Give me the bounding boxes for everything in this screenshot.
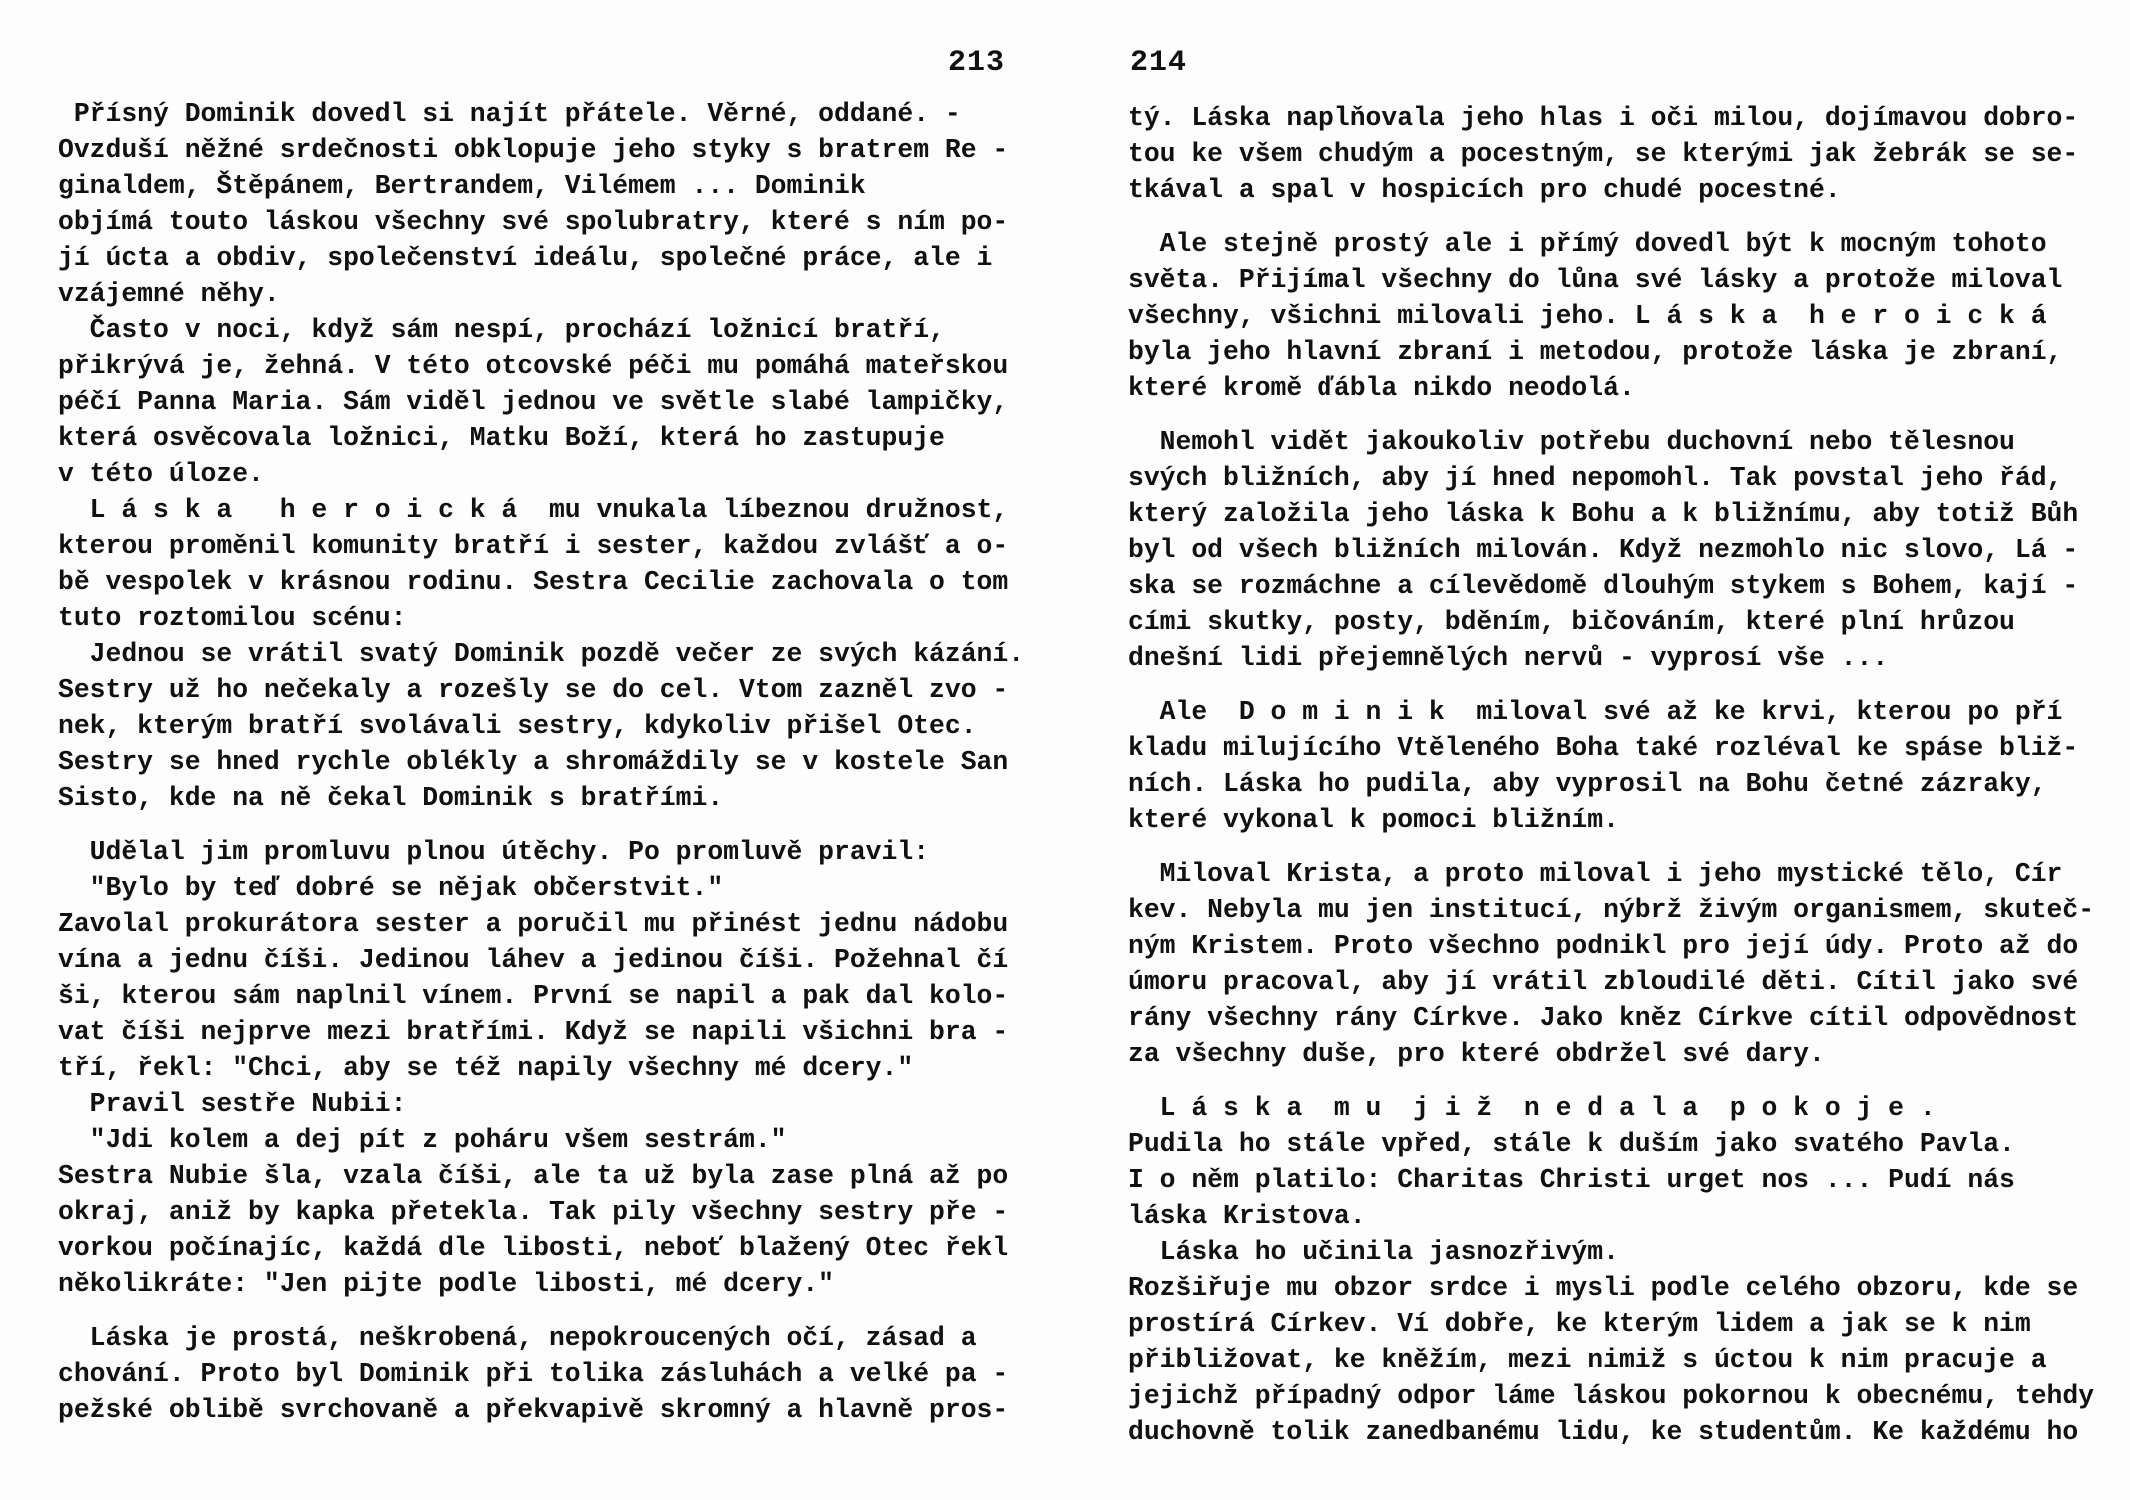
text-line: tuto roztomilou scénu: <box>58 603 407 633</box>
text-line: svých bližních, aby jí hned nepomohl. Tak povstal jeho řád, <box>1128 463 2063 493</box>
text-line: I o něm platilo: Charitas Christi urget nos ... Pudí nás <box>1128 1165 2015 1195</box>
text-line: několikráte: "Jen pijte podle libosti, mé dcery." <box>58 1269 835 1299</box>
text-line: tkával a spal v hospicích pro chudé pocestné. <box>1128 175 1841 205</box>
text-line: kladu milujícího Vtěleného Boha také rozléval ke spáse bliž- <box>1128 733 2079 763</box>
text-line: vzájemné něhy. <box>58 279 280 309</box>
text-line: Ale D o m i n i k miloval své až ke krvi, kterou po pří <box>1128 697 2063 727</box>
text-line: Zavolal prokurátora sester a poručil mu přinést jednu nádobu <box>58 909 1009 939</box>
text-line: Láska je prostá, neškrobená, nepokroucených očí, zásad a <box>58 1323 977 1353</box>
text-line: dnešní lidi přejemnělých nervů - vyprosí vše ... <box>1128 643 1889 673</box>
text-line: Pravil sestře Nubii: <box>58 1089 407 1119</box>
text-line: byl od všech bližních milován. Když nezmohlo nic slovo, Lá - <box>1128 535 2079 565</box>
text-line: ních. Láska ho pudila, aby vyprosil na Bohu četné zázraky, <box>1128 769 2047 799</box>
paragraph <box>58 96 1040 312</box>
text-line: rány všechny rány Církve. Jako kněz Církve cítil odpovědnost <box>1128 1003 2079 1033</box>
text-line: Přísný Dominik dovedl si najít přátele. Věrné, oddané. - <box>58 99 961 129</box>
text-line: světa. Přijímal všechny do lůna své lásky a protože miloval <box>1128 265 2063 295</box>
paragraph <box>58 312 1040 492</box>
text-line: Miloval Krista, a proto miloval i jeho mystické tělo, Cír <box>1128 859 2063 889</box>
paragraph <box>1128 424 2100 676</box>
text-line: v této úloze. <box>58 459 264 489</box>
text-line: přibližovat, ke kněžím, mezi nimiž s úctou k nim pracuje a <box>1128 1345 2047 1375</box>
text-line: Pudila ho stále vpřed, stále k duším jako svatého Pavla. <box>1128 1129 2015 1159</box>
page-text <box>1128 100 2100 1450</box>
text-line: prostírá Církev. Ví dobře, ke kterým lidem a jak se k nim <box>1128 1309 2031 1339</box>
text-line: Sisto, kde na ně čekal Dominik s bratřími. <box>58 783 724 813</box>
text-line: Jednou se vrátil svatý Dominik pozdě večer ze svých kázání. <box>58 639 1025 669</box>
right-page <box>1120 0 2100 1500</box>
text-line: tý. Láska naplňovala jeho hlas i oči milou, dojímavou dobro- <box>1128 103 2079 133</box>
text-line: láska Kristova. <box>1128 1201 1366 1231</box>
text-line: duchovně tolik zanedbanému lidu, ke studentům. Ke každému ho <box>1128 1417 2079 1447</box>
text-line: Často v noci, když sám nespí, prochází ložnicí bratří, <box>58 315 945 345</box>
text-line: vína a jednu číši. Jedinou láhev a jedinou číši. Požehnal čí <box>58 945 1009 975</box>
text-line: která osvěcovala ložnici, Matku Boží, která ho zastupuje <box>58 423 945 453</box>
text-line: úmoru pracoval, aby jí vrátil zbloudilé děti. Cítil jako své <box>1128 967 2079 997</box>
text-line: které kromě ďábla nikdo neodolá. <box>1128 373 1635 403</box>
text-line: bě vespolek v krásnou rodinu. Sestra Cecilie zachovala o tom <box>58 567 1009 597</box>
paragraph <box>58 1320 1040 1428</box>
text-line: byla jeho hlavní zbraní i metodou, protože láska je zbraní, <box>1128 337 2063 367</box>
text-line: cími skutky, posty, bděním, bičováním, které plní hrůzou <box>1128 607 2015 637</box>
text-line: Sestry se hned rychle oblékly a shromáždily se v kostele San <box>58 747 1009 777</box>
page-text <box>58 96 1040 1428</box>
text-line: Ovzduší něžné srdečnosti obklopuje jeho styky s bratrem Re - <box>58 135 1009 165</box>
paragraph <box>1128 226 2100 406</box>
page-number: 214 <box>1130 46 1188 80</box>
page-number: 213 <box>948 46 1006 80</box>
text-line: Rozšiřuje mu obzor srdce i mysli podle celého obzoru, kde se <box>1128 1273 2079 1303</box>
text-line: kterou proměnil komunity bratří i sester, každou zvlášť a o- <box>58 531 1009 561</box>
text-line: Nemohl vidět jakoukoliv potřebu duchovní nebo tělesnou <box>1128 427 2015 457</box>
text-line: jí úcta a obdiv, společenství ideálu, společné práce, ale i <box>58 243 993 273</box>
paragraph <box>58 636 1040 816</box>
text-line: přikrývá je, žehná. V této otcovské péči mu pomáhá mateřskou <box>58 351 1009 381</box>
text-line: tří, řekl: "Chci, aby se též napily všechny mé dcery." <box>58 1053 914 1083</box>
text-line: objímá touto láskou všechny své spolubratry, které s ním po- <box>58 207 1009 237</box>
text-line: ginaldem, Štěpánem, Bertrandem, Vilémem ... Dominik <box>58 171 866 201</box>
text-line: "Jdi kolem a dej pít z poháru všem sestrám." <box>58 1125 787 1155</box>
paragraph <box>58 492 1040 636</box>
text-line: vat číši nejprve mezi bratřími. Když se napili všichni bra - <box>58 1017 1009 1047</box>
text-line: Udělal jim promluvu plnou útěchy. Po promluvě pravil: <box>58 837 930 867</box>
text-line: všechny, všichni milovali jeho. L á s k a h e r o i c k á <box>1128 301 2047 331</box>
text-line: který založila jeho láska k Bohu a k bližnímu, aby totiž Bůh <box>1128 499 2079 529</box>
text-line: Sestry už ho nečekaly a rozešly se do cel. Vtom zazněl zvo - <box>58 675 1009 705</box>
text-line: ným Kristem. Proto všechno podnikl pro její údy. Proto až do <box>1128 931 2079 961</box>
text-line: Ale stejně prostý ale i přímý dovedl být k mocným tohoto <box>1128 229 2047 259</box>
text-line: za všechny duše, pro které obdržel své dary. <box>1128 1039 1825 1069</box>
left-page <box>40 0 1040 1500</box>
paragraph <box>1128 1234 2100 1450</box>
paragraph <box>1128 694 2100 838</box>
text-line: které vykonal k pomoci bližním. <box>1128 805 1619 835</box>
paragraph <box>1128 856 2100 1072</box>
paragraph <box>1128 1090 2100 1234</box>
text-line: péčí Panna Maria. Sám viděl jednou ve světle slabé lampičky, <box>58 387 1009 417</box>
text-line: "Bylo by teď dobré se nějak občerstvit." <box>58 873 724 903</box>
text-line: pežské oblibě svrchovaně a překvapivě skromný a hlavně pros- <box>58 1395 1009 1425</box>
paragraph <box>58 834 1040 1302</box>
text-line: L á s k a h e r o i c k á mu vnukala líbeznou družnost, <box>58 495 1009 525</box>
text-line: kev. Nebyla mu jen institucí, nýbrž živým organismem, skuteč- <box>1128 895 2095 925</box>
paragraph <box>1128 100 2100 208</box>
text-line: nek, kterým bratří svolávali sestry, kdykoliv přišel Otec. <box>58 711 977 741</box>
text-line: jejichž případný odpor láme láskou pokornou k obecnému, tehdy <box>1128 1381 2095 1411</box>
text-line: Sestra Nubie šla, vzala číši, ale ta už byla zase plná až po <box>58 1161 1009 1191</box>
text-line: L á s k a m u j i ž n e d a l a p o k o j e . <box>1128 1093 1936 1123</box>
text-line: tou ke všem chudým a pocestným, se kterými jak žebrák se se- <box>1128 139 2079 169</box>
text-line: Láska ho učinila jasnozřivým. <box>1128 1237 1619 1267</box>
text-line: vorkou počínajíc, každá dle libosti, neboť blažený Otec řekl <box>58 1233 1009 1263</box>
text-line: ska se rozmáchne a cílevědomě dlouhým stykem s Bohem, kají - <box>1128 571 2079 601</box>
text-line: ši, kterou sám naplnil vínem. První se napil a pak dal kolo- <box>58 981 1009 1011</box>
text-line: chování. Proto byl Dominik při tolika zásluhách a velké pa - <box>58 1359 1009 1389</box>
text-line: okraj, aniž by kapka přetekla. Tak pily všechny sestry pře - <box>58 1197 1009 1227</box>
